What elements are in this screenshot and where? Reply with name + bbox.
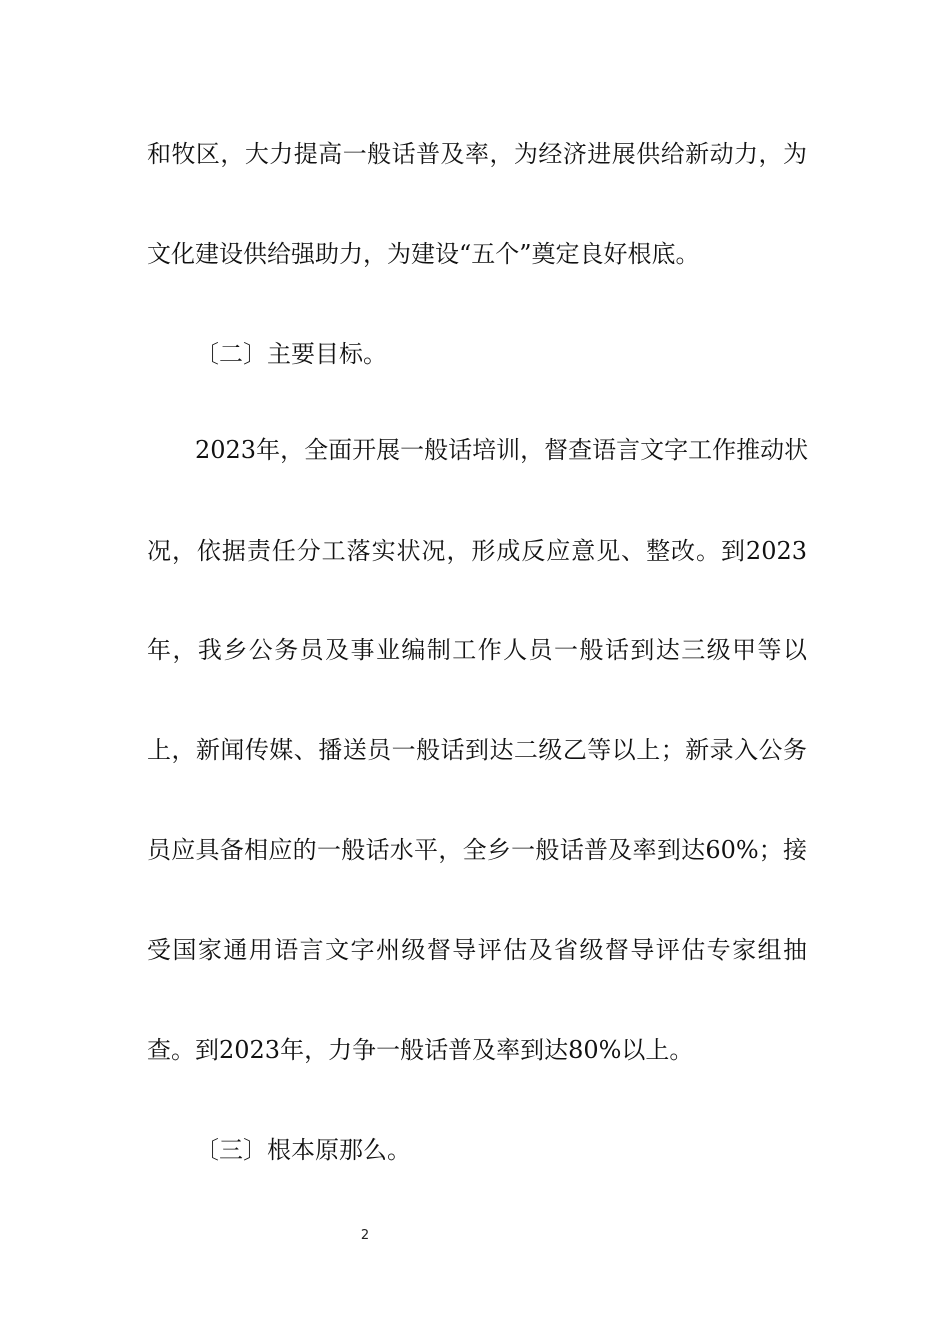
paragraph-line-7: 上，新闻传媒、播送员一般话到达二级乙等以上；新录入公务 [147, 736, 807, 764]
section-heading-basic-principles: 〔三〕根本原那么。 [195, 1136, 411, 1164]
section-heading-main-goals: 〔二〕主要目标。 [195, 340, 387, 368]
paragraph-line-6: 年，我乡公务员及事业编制工作人员一般话到达三级甲等以 [147, 636, 807, 664]
paragraph-line-5: 况，依据责任分工落实状况，形成反应意见、整改。到2023 [147, 537, 807, 565]
paragraph-line-10: 查。到2023年，力争一般话普及率到达80%以上。 [147, 1036, 694, 1064]
paragraph-line-4: 2023年，全面开展一般话培训，督查语言文字工作推动状 [195, 436, 809, 464]
paragraph-line-2: 文化建设供给强助力，为建设“五个”奠定良好根底。 [147, 240, 700, 268]
page-number: 2 [360, 1228, 370, 1243]
paragraph-line-8: 员应具备相应的一般话水平，全乡一般话普及率到达60%；接 [147, 836, 807, 864]
paragraph-line-9: 受国家通用语言文字州级督导评估及省级督导评估专家组抽 [147, 936, 807, 964]
paragraph-line-1: 和牧区，大力提高一般话普及率，为经济进展供给新动力，为 [147, 140, 807, 168]
